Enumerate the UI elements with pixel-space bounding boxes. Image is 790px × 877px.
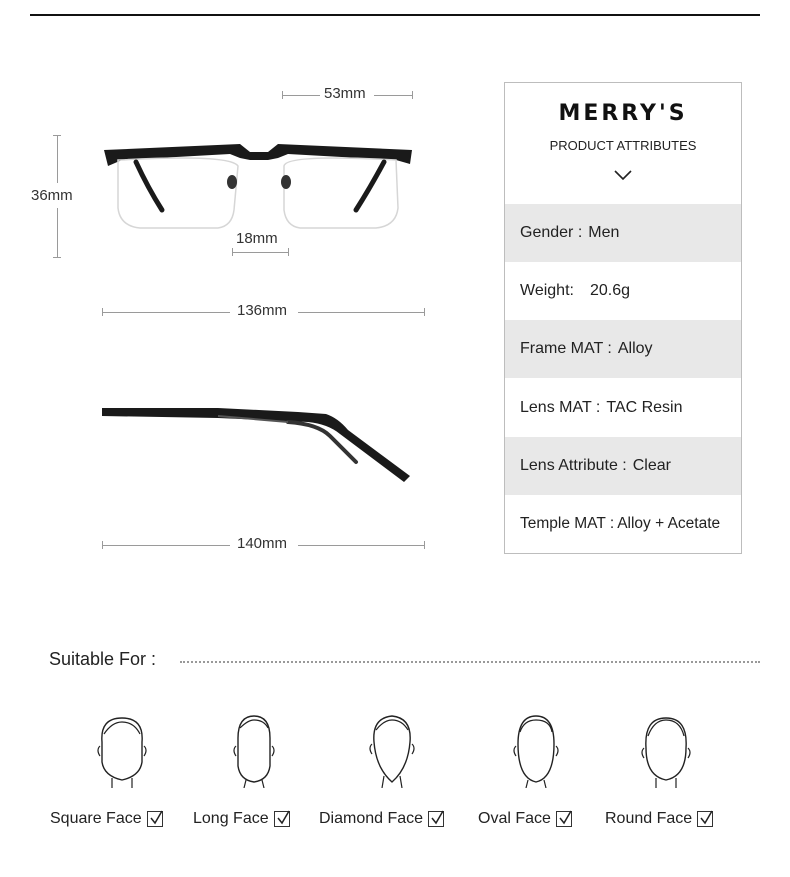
face-label: Round Face xyxy=(605,810,693,827)
dim-tick xyxy=(282,91,283,99)
bridge-label: 18mm xyxy=(236,230,278,247)
attribute-label: Frame MAT : xyxy=(520,340,612,357)
dim-tick xyxy=(102,308,103,316)
glasses-front-image xyxy=(100,138,420,238)
top-divider xyxy=(30,14,760,16)
face-option-square xyxy=(50,810,163,828)
dim-tick xyxy=(102,541,103,549)
brand-logo: MERRY'S xyxy=(558,101,688,126)
suitable-for-title: Suitable For : xyxy=(49,649,157,669)
lens-height-label: 36mm xyxy=(31,187,73,204)
face-option-oval xyxy=(478,810,572,828)
attribute-row-lens-attribute xyxy=(505,437,741,495)
attribute-value: 20.6g xyxy=(589,282,630,299)
face-label: Oval Face xyxy=(478,810,551,827)
attribute-label: Temple MAT : xyxy=(520,515,615,532)
dim-line xyxy=(298,545,425,546)
dim-line xyxy=(374,95,412,96)
dim-tick xyxy=(53,135,61,136)
dim-line xyxy=(282,95,320,96)
face-label: Square Face xyxy=(50,810,142,827)
glasses-side-image xyxy=(98,400,418,500)
long-face-icon xyxy=(224,712,284,788)
round-face-icon xyxy=(636,712,696,788)
product-attributes-panel xyxy=(504,82,742,554)
lens-width-label: 53mm xyxy=(324,85,366,102)
attribute-row-temple-mat xyxy=(505,495,741,553)
face-option-diamond xyxy=(319,810,444,828)
dotted-divider xyxy=(180,661,760,663)
frame-width-label: 136mm xyxy=(237,302,288,319)
attribute-label: Gender : xyxy=(520,224,583,241)
attribute-row-gender xyxy=(505,204,741,262)
attribute-label: Lens MAT : xyxy=(520,399,601,416)
attribute-value: Alloy xyxy=(617,340,653,357)
dim-tick xyxy=(232,248,233,256)
dim-line xyxy=(57,135,58,183)
oval-face-icon xyxy=(506,712,566,788)
face-option-long xyxy=(193,810,290,828)
dim-tick xyxy=(412,91,413,99)
checkbox-checked-icon xyxy=(697,811,713,827)
checkbox-checked-icon xyxy=(147,811,163,827)
attribute-value: Clear xyxy=(632,457,671,474)
dim-line xyxy=(232,252,288,253)
dim-tick xyxy=(424,541,425,549)
attribute-value: Alloy + Acetate xyxy=(617,515,721,532)
diamond-face-icon xyxy=(362,712,422,788)
attribute-label: Lens Attribute : xyxy=(520,457,627,474)
attribute-value: Men xyxy=(588,224,620,241)
dim-tick xyxy=(424,308,425,316)
face-label: Diamond Face xyxy=(319,810,424,827)
chevron-down-icon xyxy=(613,169,633,181)
attribute-label: Weight: xyxy=(520,282,574,299)
attribute-value: TAC Resin xyxy=(606,399,683,416)
checkbox-checked-icon xyxy=(428,811,444,827)
attribute-row-frame-mat xyxy=(505,320,741,378)
temple-length-label: 140mm xyxy=(237,535,288,552)
dim-tick xyxy=(288,248,289,256)
face-label: Long Face xyxy=(193,810,269,827)
dim-line xyxy=(298,312,425,313)
panel-subtitle: PRODUCT ATTRIBUTES xyxy=(549,138,697,153)
square-face-icon xyxy=(92,712,152,788)
dim-line xyxy=(102,545,230,546)
dim-line xyxy=(102,312,230,313)
dim-line xyxy=(57,208,58,258)
face-option-round xyxy=(605,810,713,828)
checkbox-checked-icon xyxy=(274,811,290,827)
checkbox-checked-icon xyxy=(556,811,572,827)
attribute-row-lens-mat xyxy=(505,379,741,437)
attribute-row-weight xyxy=(505,262,741,320)
dim-tick xyxy=(53,257,61,258)
